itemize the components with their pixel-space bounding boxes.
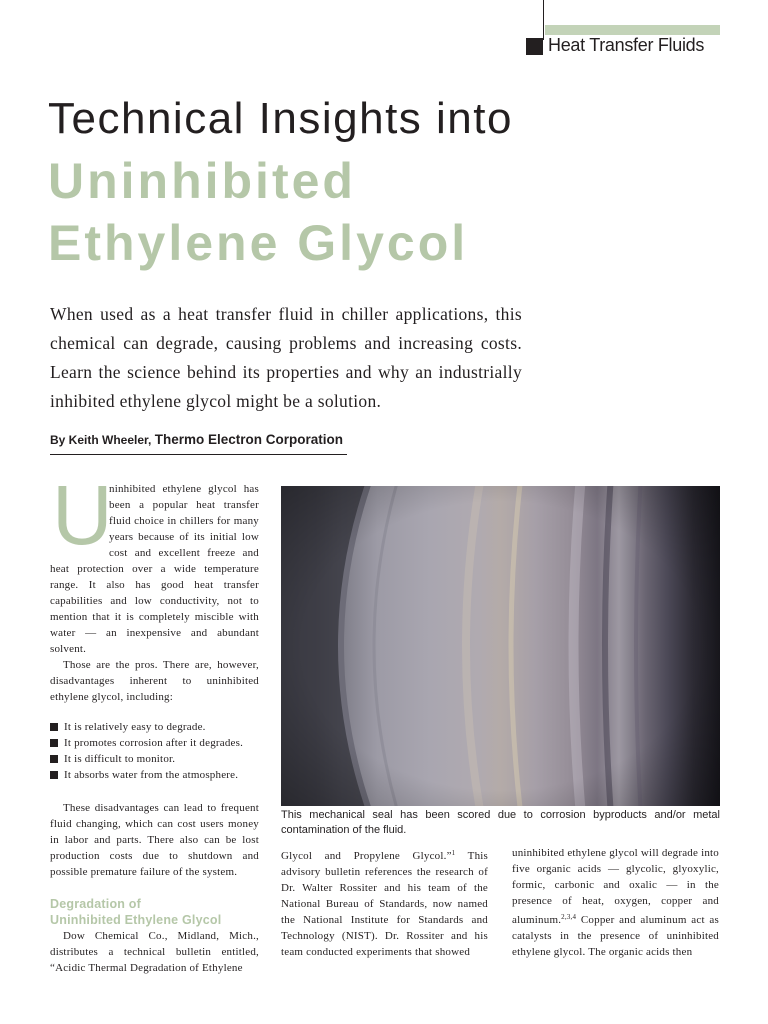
section-marker-icon — [526, 38, 543, 55]
section-label: Heat Transfer Fluids — [548, 35, 705, 55]
byline-author: By Keith Wheeler, — [50, 433, 155, 447]
drop-cap: U — [52, 468, 113, 562]
list-item: It promotes corrosion after it degrades. — [50, 735, 259, 751]
mechanical-seal-photo — [281, 486, 720, 806]
footnote-ref: 2,3,4 — [561, 913, 577, 921]
title-line-1: Technical Insights into — [48, 94, 513, 143]
list-item: It is relatively easy to degrade. — [50, 719, 259, 735]
title-line-3: Ethylene Glycol — [48, 215, 469, 271]
column-3-text: uninhibited ethylene glycol will degrade into five organic acids — glycolic, glyoxylic, formic, carbonic and oxalic — in the presence of heat, oxygen, copper and aluminum. — [512, 847, 719, 926]
column-3-paragraph — [512, 845, 719, 960]
pros-cons-paragraph: Those are the pros. There are, however, disadvantages inherent to uninhibited ethylene glycol, including: — [50, 659, 259, 703]
header-accent-bar — [545, 25, 720, 35]
column-3-text-continued: Copper and aluminum act as catalysts in the presence of uninhibited ethylene glycol. The organic acids then — [512, 914, 719, 958]
list-item: It absorbs water from the atmosphere. — [50, 767, 259, 783]
column-2-text: Glycol and Propylene Glycol.” — [281, 850, 452, 862]
subhead-line-1: Degradation of — [50, 897, 141, 911]
disadvantages-paragraph: These disadvantages can lead to frequent fluid changing, which can cost users money in labor and parts. There also can be lost production costs due to shutdown and possible premature failure of the system. — [50, 802, 259, 878]
article-deck: When used as a heat transfer fluid in chiller applications, this chemical can degrade, causing problems and increasing costs. Learn the science behind its properties and why an industrially inhibited ethylene glycol might be a solution. — [50, 304, 522, 411]
title-highlight — [48, 150, 468, 274]
column-2-text-continued: This advisory bulletin references the research of Dr. Walter Rossiter and his team of the National Bureau of Standards, now named the National Institute for Standards and Technology (NIST). Dr. Rossiter and his team conducted experiments that showed — [281, 850, 489, 958]
title-line-2: Uninhibited — [48, 153, 356, 209]
subhead-line-2: Uninhibited Ethylene Glycol — [50, 913, 222, 927]
photo-caption: This mechanical seal has been scored due to corrosion byproducts and/or metal contamination of the fluid. — [281, 809, 720, 836]
intro-paragraph: ninhibited ethylene glycol has been a popular heat transfer fluid choice in chillers for many years because of its initial low cost and excellent freeze and heat protection over a wide temperature range. It also has good heat transfer capabilities and low conductivity, not to mention that it is completely miscible with water — an inexpensive and abundant solvent. — [50, 483, 259, 655]
section-subhead — [50, 896, 259, 928]
disadvantages-list — [50, 719, 259, 783]
byline-org: Thermo Electron Corporation — [154, 432, 343, 447]
list-item: It is difficult to monitor. — [50, 751, 259, 767]
article-column-3 — [512, 845, 719, 960]
byline — [50, 432, 347, 455]
footnote-ref: 1 — [451, 849, 456, 857]
dow-paragraph: Dow Chemical Co., Midland, Mich., distributes a technical bulletin entitled, “Acidic Thermal Degradation of Ethylene — [50, 930, 259, 974]
article-column-2 — [281, 845, 488, 960]
seal-image-graphic — [281, 486, 720, 806]
article-column-1 — [50, 468, 259, 976]
column-2-paragraph — [281, 845, 488, 960]
header-divider-line — [543, 0, 544, 40]
